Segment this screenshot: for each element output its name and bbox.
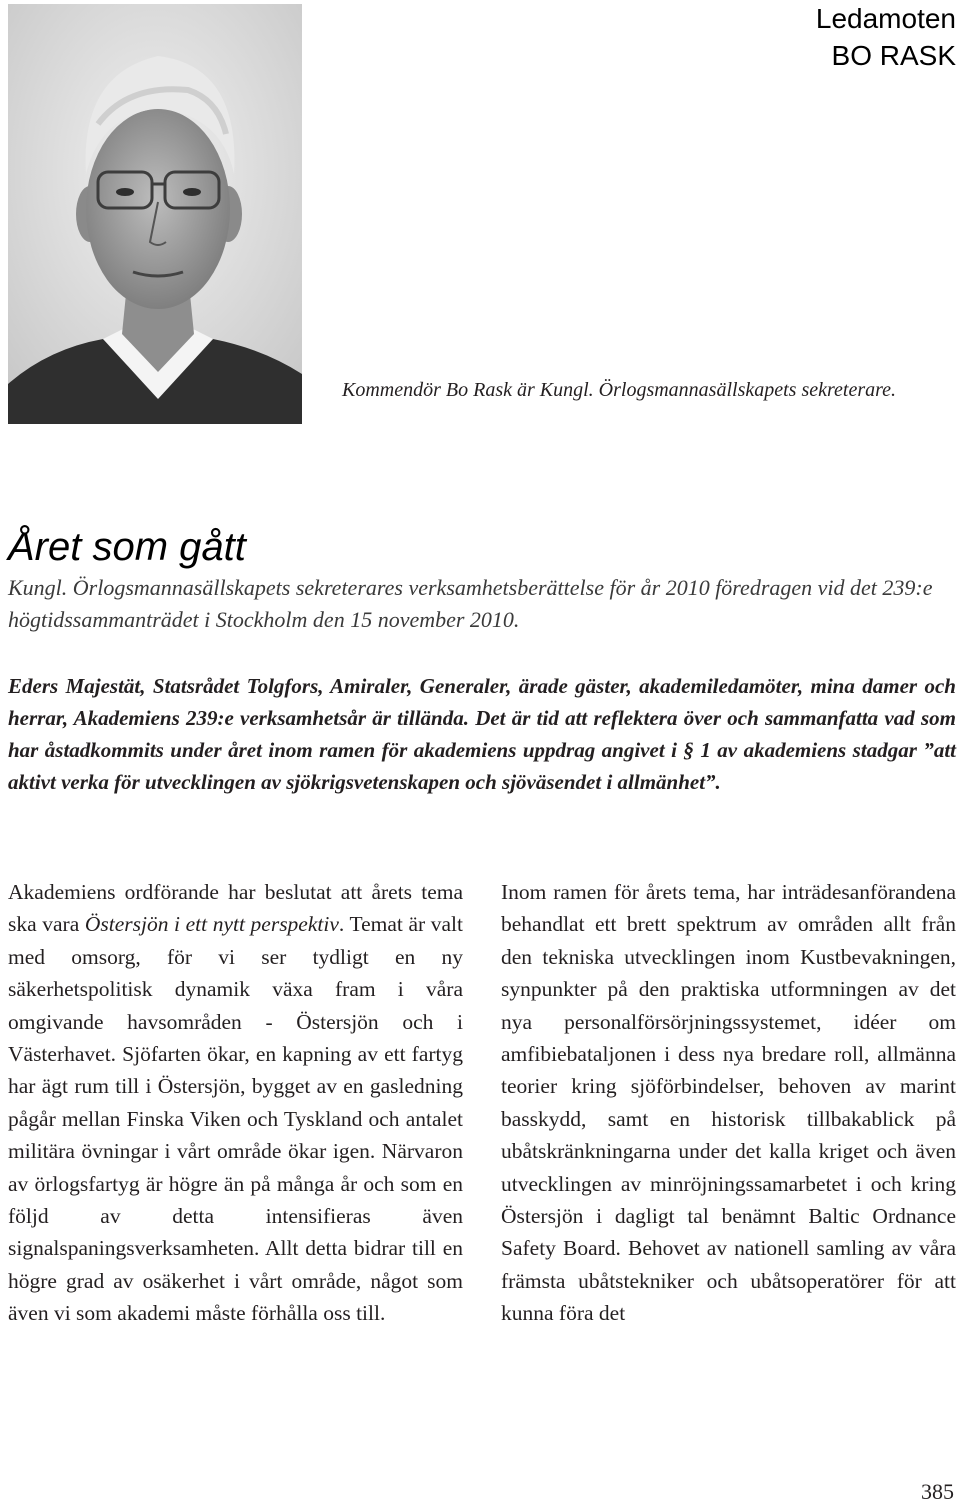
header-name: BO RASK	[831, 40, 956, 71]
body-column-right: Inom ramen för årets tema, har inträdesanförandena behandlat ett brett spektrum av områden allt från den tekniska utvecklingen inom Kustbevakningen, synpunkter på den praktiska utformningen av det nya personalförsörjningssystemet, idéer om amfibiebataljonen i dess nya bredare roll, allmänna teorier kring sjöförbindelser, behoven av marint basskydd, samt en historisk tillbakablick på ubåtskränkningarna under det kalla kriget och även utvecklingen av minröjningssamarbetet i och kring Östersjön i dagligt tal benämnt Baltic Ordnance Safety Board. Behovet av nationell samling av våra främsta ubåtstekniker och ubåtsoperatörer för att kunna föra det	[501, 880, 956, 1326]
article-subtitle: Kungl. Örlogsmannasällskapets sekreterares verksamhetsberättelse för år 2010 föredragen vid det 239:e högtidssammanträdet i Stockholm den 15 november 2010.	[8, 575, 933, 632]
article-title: Året som gått	[8, 525, 246, 569]
photo-caption: Kommendör Bo Rask är Kungl. Örlogsmannasällskapets sekreterare.	[342, 379, 897, 401]
body-column-left	[8, 876, 463, 1330]
left-column-text-start: Akademiens ordförande har beslutat att årets tema ska vara	[8, 880, 463, 937]
page-header	[596, 0, 956, 74]
header-role: Ledamoten	[815, 3, 956, 34]
left-column-text-end: . Temat är valt med omsorg, för vi ser tydligt en ny säkerhetspolitisk dynamik växa fram i våra omgivande havsområden - Östersjön och i Västerhavet. Sjöfarten ökar, en kapning av ett fartyg har ägt rum till i Östersjön, bygget av en gasledning pågår mellan Finska Viken och Tyskland och antalet militära övningar i vårt område ökar igen. Närvaron av örlogsfartyg är högre än på många år och som en följd av detta intensifieras även signalspaningsverksamheten. Allt detta bidrar till en högre grad av osäkerhet i vårt område, något som även vi som akademi måste förhålla oss till.	[8, 912, 464, 1326]
article-lead: Eders Majestät, Statsrådet Tolgfors, Amiraler, Generaler, ärade gäster, akademiledamöter, mina damer och herrar, Akademiens 239:e verksamhetsår är tillända. Det är tid att reflektera över och sammanfatta vad som har åstadkommits under året inom ramen för akademiens uppdrag angivet i § 1 av akademiens stadgar ”att aktivt verka för utvecklingen av sjökrigsvetenskapen och sjöväsendet i allmänhet”.	[8, 674, 956, 794]
theme-name: Östersjön i ett nytt perspektiv	[84, 912, 339, 937]
portrait-image	[8, 4, 302, 424]
portrait-photo	[8, 4, 302, 424]
page-number: 385	[921, 1479, 954, 1504]
